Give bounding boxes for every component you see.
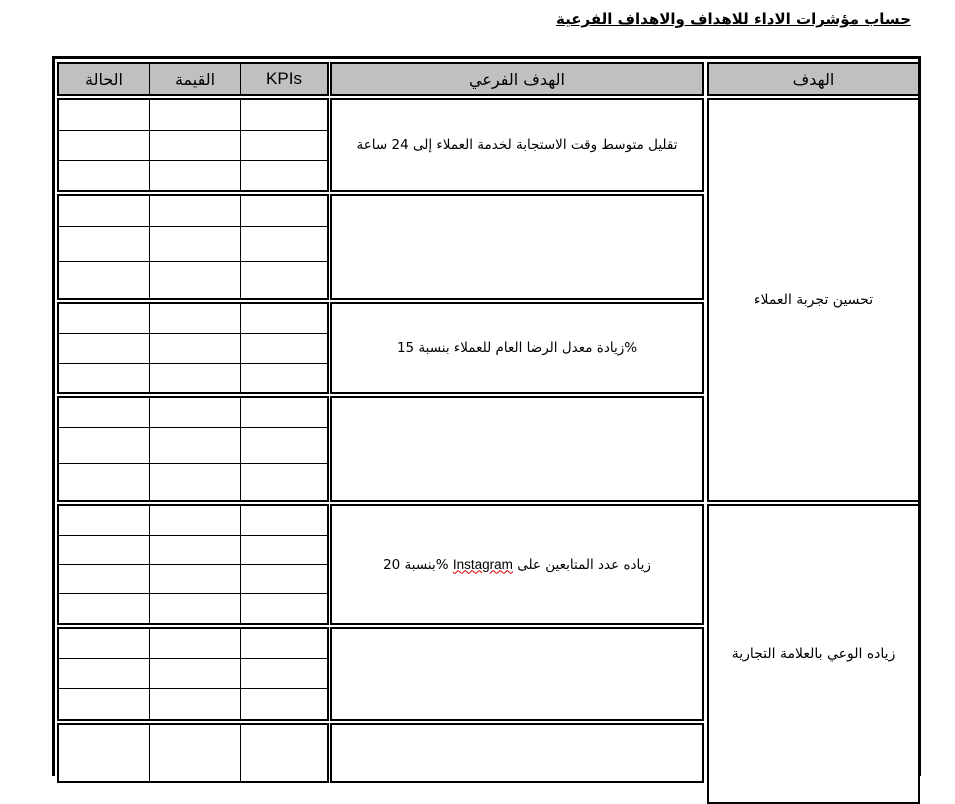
header-sub-goal <box>330 62 704 96</box>
header-status: الحالة <box>85 69 123 89</box>
header-goal <box>707 62 920 96</box>
kpi-grid <box>57 194 329 300</box>
goal-cell <box>707 98 920 502</box>
sub-goal-cell <box>330 302 704 394</box>
goal-cell <box>707 504 920 804</box>
kpi-table <box>52 56 921 776</box>
page-title: حساب مؤشرات الاداء للاهداف والاهداف الفرعية <box>556 10 911 28</box>
header-sub-goal-label: الهدف الفرعي <box>469 69 565 89</box>
brand-name: Instagram <box>452 556 513 572</box>
header-kpis: KPIs <box>266 69 302 88</box>
goal-label: تحسين تجربة العملاء <box>753 292 874 308</box>
kpi-grid <box>57 627 329 721</box>
header-goal-label: الهدف <box>792 69 835 89</box>
sub-goal-cell <box>330 396 704 502</box>
sub-goal-text <box>383 557 651 573</box>
kpi-grid <box>57 723 329 783</box>
sub-goal-cell <box>330 194 704 300</box>
sub-goal-text-part: %بنسبة 20 <box>383 556 449 573</box>
goal-label: زياده الوعي بالعلامة التجارية <box>731 646 896 662</box>
sub-goal-cell <box>330 504 704 625</box>
header-kpi-group <box>57 62 329 96</box>
sub-goal-cell <box>330 723 704 783</box>
header-value: القيمة <box>174 69 216 89</box>
kpi-grid <box>57 302 329 394</box>
sub-goal-cell <box>330 98 704 192</box>
sub-goal-text-part: زياده عدد المتابعين على <box>517 556 651 573</box>
kpi-grid <box>57 396 329 502</box>
kpi-grid <box>57 98 329 192</box>
sub-goal-text: تقليل متوسط وقت الاستجابة لخدمة العملاء إلى 24 ساعة <box>356 137 678 153</box>
kpi-grid <box>57 504 329 625</box>
sub-goal-text: %زيادة معدل الرضا العام للعملاء بنسبة 15 <box>396 340 638 356</box>
sub-goal-cell <box>330 627 704 721</box>
